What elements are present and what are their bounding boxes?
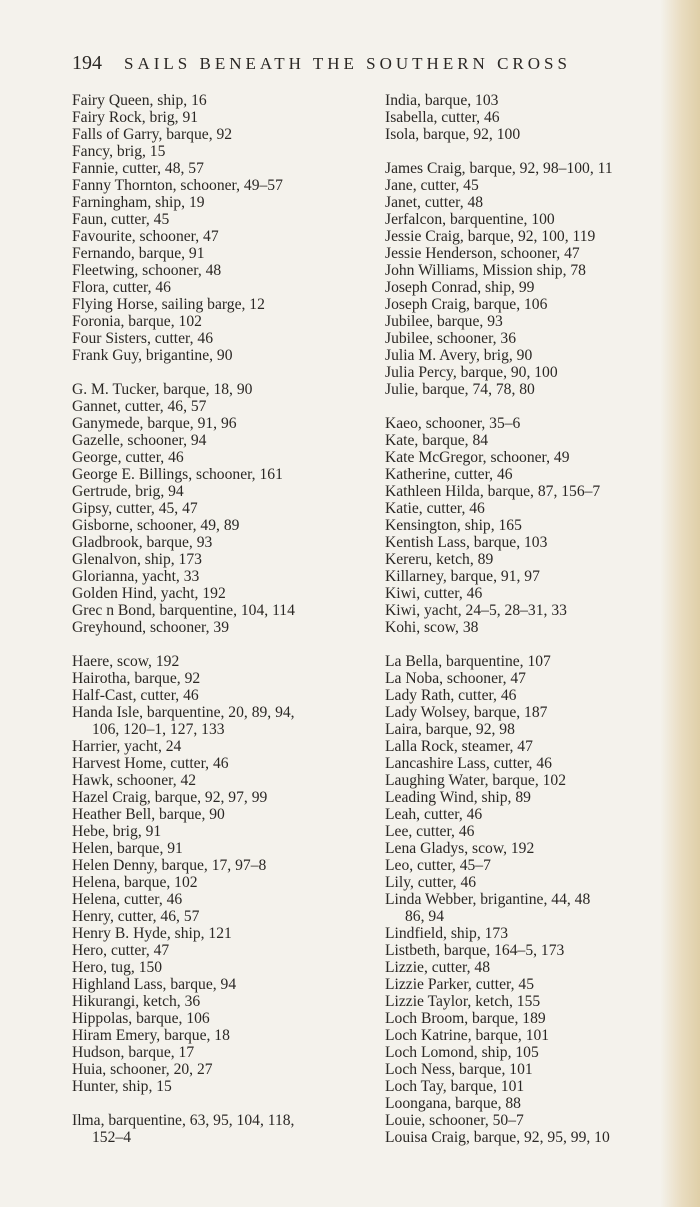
index-entry: Jessie Craig, barque, 92, 100, 119 xyxy=(385,228,596,245)
index-entry: Glorianna, yacht, 33 xyxy=(72,568,200,585)
index-entry: Hudson, barque, 17 xyxy=(72,1044,195,1061)
index-entry: Kaeo, schooner, 35–6 xyxy=(385,415,521,432)
index-entry: Kereru, ketch, 89 xyxy=(385,551,494,568)
index-entry: 86, 94 xyxy=(405,908,444,925)
index-entry: George, cutter, 46 xyxy=(72,449,184,466)
index-entry: Leah, cutter, 46 xyxy=(385,806,483,823)
index-entry: Foronia, barque, 102 xyxy=(72,313,202,330)
index-entry: Half-Cast, cutter, 46 xyxy=(72,687,199,704)
index-entry: Flying Horse, sailing barge, 12 xyxy=(72,296,265,313)
index-entry: Hebe, brig, 91 xyxy=(72,823,162,840)
index-entry: Kate, barque, 84 xyxy=(385,432,489,449)
index-entry: Jerfalcon, barquentine, 100 xyxy=(385,211,555,228)
index-entry: Golden Hind, yacht, 192 xyxy=(72,585,226,602)
index-entry: Leading Wind, ship, 89 xyxy=(385,789,531,806)
index-entry: Kate McGregor, schooner, 49 xyxy=(385,449,570,466)
index-entry: Laira, barque, 92, 98 xyxy=(385,721,515,738)
index-entry: Lizzie Parker, cutter, 45 xyxy=(385,976,534,993)
index-entry: Henry B. Hyde, ship, 121 xyxy=(72,925,232,942)
index-entry: Kensington, ship, 165 xyxy=(385,517,522,534)
index-entry: Lena Gladys, scow, 192 xyxy=(385,840,535,857)
index-entry: Kohi, scow, 38 xyxy=(385,619,479,636)
index-entry: Helen Denny, barque, 17, 97–8 xyxy=(72,857,267,874)
index-entry: Louie, schooner, 50–7 xyxy=(385,1112,524,1129)
index-entry: Hero, cutter, 47 xyxy=(72,942,170,959)
index-entry: Linda Webber, brigantine, 44, 48 xyxy=(385,891,591,908)
index-entry: James Craig, barque, 92, 98–100, 11 xyxy=(385,160,613,177)
index-entry: Fairy Queen, ship, 16 xyxy=(72,92,207,109)
index-entry: Fernando, barque, 91 xyxy=(72,245,205,262)
index-entry: Henry, cutter, 46, 57 xyxy=(72,908,200,925)
index-entry: Gladbrook, barque, 93 xyxy=(72,534,213,551)
index-entry: Janet, cutter, 48 xyxy=(385,194,484,211)
index-entry: Listbeth, barque, 164–5, 173 xyxy=(385,942,565,959)
index-entry: Killarney, barque, 91, 97 xyxy=(385,568,540,585)
index-entry: Fairy Rock, brig, 91 xyxy=(72,109,199,126)
index-entry: Katie, cutter, 46 xyxy=(385,500,485,517)
index-entry: Kathleen Hilda, barque, 87, 156–7 xyxy=(385,483,601,500)
index-entry: Lady Wolsey, barque, 187 xyxy=(385,704,548,721)
index-entry: Haere, scow, 192 xyxy=(72,653,180,670)
index-entry: Gisborne, schooner, 49, 89 xyxy=(72,517,240,534)
index-entry: Favourite, schooner, 47 xyxy=(72,228,219,245)
index-entry: La Noba, schooner, 47 xyxy=(385,670,526,687)
index-entry: John Williams, Mission ship, 78 xyxy=(385,262,586,279)
index-entry: Gannet, cutter, 46, 57 xyxy=(72,398,207,415)
index-entry: Joseph Conrad, ship, 99 xyxy=(385,279,535,296)
index-entry: Hikurangi, ketch, 36 xyxy=(72,993,201,1010)
group-gap xyxy=(385,636,685,653)
index-entry: Hero, tug, 150 xyxy=(72,959,163,976)
index-column-left xyxy=(72,92,372,1146)
index-entry: Lizzie Taylor, ketch, 155 xyxy=(385,993,541,1010)
index-entry: Fleetwing, schooner, 48 xyxy=(72,262,222,279)
index-entry: Loongana, barque, 88 xyxy=(385,1095,521,1112)
index-entry: Gertrude, brig, 94 xyxy=(72,483,184,500)
index-entry: Lindfield, ship, 173 xyxy=(385,925,509,942)
index-entry: Harvest Home, cutter, 46 xyxy=(72,755,229,772)
index-entry: Jane, cutter, 45 xyxy=(385,177,479,194)
index-entry: Lalla Rock, steamer, 47 xyxy=(385,738,533,755)
running-header xyxy=(72,52,652,82)
index-entry: Hippolas, barque, 106 xyxy=(72,1010,210,1027)
index-entry: Highland Lass, barque, 94 xyxy=(72,976,237,993)
index-entry: Helena, barque, 102 xyxy=(72,874,198,891)
index-entry: Four Sisters, cutter, 46 xyxy=(72,330,214,347)
index-entry: Farningham, ship, 19 xyxy=(72,194,205,211)
index-entry: Kiwi, cutter, 46 xyxy=(385,585,483,602)
index-entry: Isabella, cutter, 46 xyxy=(385,109,500,126)
index-entry: 106, 120–1, 127, 133 xyxy=(92,721,225,738)
index-entry: Jubilee, barque, 93 xyxy=(385,313,503,330)
index-entry: 152–4 xyxy=(92,1129,131,1146)
index-entry: Grec n Bond, barquentine, 104, 114 xyxy=(72,602,295,619)
running-title: SAILS BENEATH THE SOUTHERN CROSS xyxy=(124,54,571,73)
index-entry: Ilma, barquentine, 63, 95, 104, 118, xyxy=(72,1112,295,1129)
index-entry: Frank Guy, brigantine, 90 xyxy=(72,347,233,364)
index-entry: Julia Percy, barque, 90, 100 xyxy=(385,364,558,381)
index-entry: Joseph Craig, barque, 106 xyxy=(385,296,548,313)
index-entry: Glenalvon, ship, 173 xyxy=(72,551,202,568)
index-entry: Hiram Emery, barque, 18 xyxy=(72,1027,230,1044)
index-column-right xyxy=(385,92,685,1146)
index-entry: Jubilee, schooner, 36 xyxy=(385,330,517,347)
index-entry: Isola, barque, 92, 100 xyxy=(385,126,521,143)
group-gap xyxy=(385,398,685,415)
index-entry: Faun, cutter, 45 xyxy=(72,211,170,228)
index-entry: Loch Ness, barque, 101 xyxy=(385,1061,533,1078)
group-gap xyxy=(72,1095,372,1112)
index-entry: Louisa Craig, barque, 92, 95, 99, 10 xyxy=(385,1129,610,1146)
page-number: 194 xyxy=(72,52,102,74)
index-entry: Greyhound, schooner, 39 xyxy=(72,619,230,636)
index-entry: Harrier, yacht, 24 xyxy=(72,738,182,755)
index-entry: Flora, cutter, 46 xyxy=(72,279,171,296)
index-entry: India, barque, 103 xyxy=(385,92,499,109)
index-entry: Lizzie, cutter, 48 xyxy=(385,959,491,976)
index-entry: Falls of Garry, barque, 92 xyxy=(72,126,233,143)
group-gap xyxy=(72,364,372,381)
index-entry: George E. Billings, schooner, 161 xyxy=(72,466,283,483)
group-gap xyxy=(385,143,685,160)
index-entry: Fanny Thornton, schooner, 49–57 xyxy=(72,177,283,194)
index-entry: Helena, cutter, 46 xyxy=(72,891,183,908)
index-entry: Katherine, cutter, 46 xyxy=(385,466,513,483)
index-entry: Helen, barque, 91 xyxy=(72,840,183,857)
index-entry: Lily, cutter, 46 xyxy=(385,874,477,891)
index-entry: Lee, cutter, 46 xyxy=(385,823,475,840)
index-entry: Huia, schooner, 20, 27 xyxy=(72,1061,213,1078)
index-entry: Handa Isle, barquentine, 20, 89, 94, xyxy=(72,704,295,721)
index-entry: Loch Broom, barque, 189 xyxy=(385,1010,546,1027)
index-entry: Hairotha, barque, 92 xyxy=(72,670,201,687)
index-entry: Hunter, ship, 15 xyxy=(72,1078,172,1095)
group-gap xyxy=(72,636,372,653)
index-entry: Gazelle, schooner, 94 xyxy=(72,432,207,449)
index-entry: Laughing Water, barque, 102 xyxy=(385,772,567,789)
index-entry: Loch Lomond, ship, 105 xyxy=(385,1044,539,1061)
index-entry: Kiwi, yacht, 24–5, 28–31, 33 xyxy=(385,602,567,619)
index-entry: Fannie, cutter, 48, 57 xyxy=(72,160,204,177)
index-entry: Hazel Craig, barque, 92, 97, 99 xyxy=(72,789,268,806)
index-entry: Fancy, brig, 15 xyxy=(72,143,166,160)
index-entry: Julia M. Avery, brig, 90 xyxy=(385,347,533,364)
index-entry: Gipsy, cutter, 45, 47 xyxy=(72,500,198,517)
index-entry: G. M. Tucker, barque, 18, 90 xyxy=(72,381,253,398)
index-entry: Hawk, schooner, 42 xyxy=(72,772,197,789)
index-entry: Ganymede, barque, 91, 96 xyxy=(72,415,237,432)
index-entry: Heather Bell, barque, 90 xyxy=(72,806,225,823)
index-entry: Kentish Lass, barque, 103 xyxy=(385,534,548,551)
index-entry: Julie, barque, 74, 78, 80 xyxy=(385,381,535,398)
index-entry: Leo, cutter, 45–7 xyxy=(385,857,491,874)
index-entry: Loch Katrine, barque, 101 xyxy=(385,1027,550,1044)
index-entry: Lady Rath, cutter, 46 xyxy=(385,687,517,704)
index-entry: Loch Tay, barque, 101 xyxy=(385,1078,525,1095)
index-entry: La Bella, barquentine, 107 xyxy=(385,653,551,670)
index-entry: Lancashire Lass, cutter, 46 xyxy=(385,755,552,772)
index-entry: Jessie Henderson, schooner, 47 xyxy=(385,245,580,262)
